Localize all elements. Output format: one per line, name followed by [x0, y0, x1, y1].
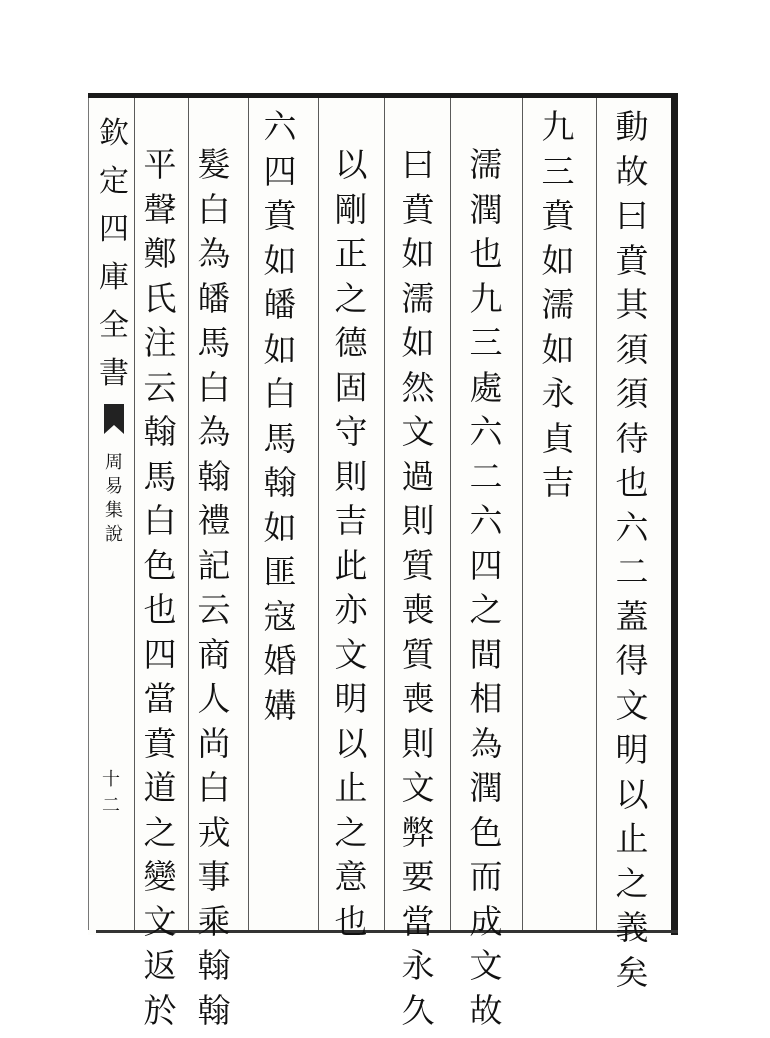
- glyph: 賁: [144, 727, 185, 772]
- glyph: 故: [470, 994, 511, 1038]
- glyph: 禮: [198, 504, 239, 549]
- glyph: 濡: [470, 148, 511, 193]
- glyph: 返: [144, 949, 185, 994]
- glyph: 明: [616, 733, 657, 778]
- glyph: 為: [198, 415, 239, 460]
- glyph: 四: [99, 204, 129, 252]
- glyph: 二: [470, 460, 511, 505]
- glyph: 九: [470, 282, 511, 327]
- glyph: 媾: [264, 689, 305, 734]
- glyph: 寇: [264, 600, 305, 645]
- glyph: 云: [144, 371, 185, 416]
- glyph: 書: [99, 348, 129, 396]
- glyph: 而: [470, 860, 511, 905]
- glyph: 六: [470, 504, 511, 549]
- glyph: 白: [144, 504, 185, 549]
- glyph: 須: [616, 333, 657, 378]
- glyph: 永: [542, 377, 583, 422]
- glyph: 易: [105, 472, 123, 496]
- glyph: 六: [264, 110, 305, 155]
- glyph: 賁: [616, 244, 657, 289]
- glyph: 止: [335, 771, 376, 816]
- glyph: 久: [402, 994, 443, 1038]
- glyph: 則: [335, 460, 376, 505]
- glyph: 商: [198, 638, 239, 683]
- glyph: 得: [616, 644, 657, 689]
- glyph: 集: [105, 496, 123, 520]
- glyph: 皤: [264, 288, 305, 333]
- glyph: 定: [99, 156, 129, 204]
- glyph: 記: [198, 549, 239, 594]
- margin-border: [88, 98, 89, 930]
- glyph: 平: [144, 148, 185, 193]
- glyph: 文: [335, 638, 376, 683]
- glyph: 翰: [144, 415, 185, 460]
- glyph: 事: [198, 860, 239, 905]
- glyph: 全: [99, 300, 129, 348]
- glyph: 云: [198, 593, 239, 638]
- glyph: 三: [470, 326, 511, 371]
- glyph: 則: [402, 727, 443, 772]
- glyph: 六: [616, 511, 657, 556]
- glyph: 髮: [198, 148, 239, 193]
- glyph: 賁: [402, 193, 443, 238]
- frame-right-border: [671, 93, 678, 935]
- glyph: 潤: [470, 193, 511, 238]
- column-rule: [248, 98, 249, 930]
- glyph: 濡: [542, 288, 583, 333]
- glyph: 尚: [198, 727, 239, 772]
- glyph: 動: [616, 110, 657, 155]
- column-rule: [522, 98, 523, 930]
- glyph: 如: [402, 237, 443, 282]
- glyph: 文: [402, 771, 443, 816]
- book-name: [105, 448, 123, 544]
- glyph: 四: [470, 549, 511, 594]
- glyph: 如: [264, 244, 305, 289]
- glyph: 也: [470, 237, 511, 282]
- glyph: 六: [470, 415, 511, 460]
- glyph: 喪: [402, 682, 443, 727]
- glyph: 白: [198, 771, 239, 816]
- glyph: 白: [264, 377, 305, 422]
- glyph: 濡: [402, 282, 443, 327]
- glyph: 以: [616, 778, 657, 823]
- glyph: 潤: [470, 771, 511, 816]
- glyph: 明: [335, 682, 376, 727]
- glyph: 之: [144, 816, 185, 861]
- glyph: 馬: [198, 326, 239, 371]
- glyph: 曰: [402, 148, 443, 193]
- glyph: 庫: [99, 252, 129, 300]
- column-rule: [450, 98, 451, 930]
- column-rule: [188, 98, 189, 930]
- column-rule: [384, 98, 385, 930]
- glyph: 貞: [542, 422, 583, 467]
- glyph: 三: [542, 155, 583, 200]
- glyph: 二: [616, 555, 657, 600]
- glyph: 如: [264, 333, 305, 378]
- glyph: 蓋: [616, 600, 657, 645]
- glyph: 氏: [144, 282, 185, 327]
- text-column: [142, 148, 186, 1038]
- text-column: [540, 110, 584, 511]
- fish-tail-mark: [104, 404, 124, 434]
- glyph: 馬: [144, 460, 185, 505]
- glyph: 白: [198, 193, 239, 238]
- glyph: 待: [616, 422, 657, 467]
- glyph: 文: [144, 905, 185, 950]
- text-column: [468, 148, 512, 1038]
- glyph: 喪: [402, 593, 443, 638]
- glyph: 故: [616, 155, 657, 200]
- glyph: 意: [335, 860, 376, 905]
- glyph: 聲: [144, 193, 185, 238]
- glyph: 皤: [198, 282, 239, 327]
- text-column: [196, 148, 240, 1038]
- glyph: 守: [335, 415, 376, 460]
- glyph: 成: [470, 905, 511, 950]
- glyph: 過: [402, 460, 443, 505]
- glyph: 四: [144, 638, 185, 683]
- glyph: 義: [616, 911, 657, 956]
- glyph: 如: [264, 511, 305, 556]
- glyph: 色: [144, 549, 185, 594]
- glyph: 然: [402, 371, 443, 416]
- glyph: 色: [470, 816, 511, 861]
- glyph: 九: [542, 110, 583, 155]
- glyph: 如: [542, 333, 583, 378]
- glyph: 為: [198, 237, 239, 282]
- glyph: 翰: [198, 949, 239, 994]
- glyph: 弊: [402, 816, 443, 861]
- glyph: 德: [335, 326, 376, 371]
- glyph: 矣: [616, 956, 657, 1001]
- text-column: [333, 148, 377, 949]
- glyph: 賁: [264, 199, 305, 244]
- glyph: 吉: [542, 466, 583, 511]
- glyph: 處: [470, 371, 511, 416]
- column-rule: [134, 98, 135, 930]
- glyph: 亦: [335, 593, 376, 638]
- glyph: 以: [335, 148, 376, 193]
- glyph: 吉: [335, 504, 376, 549]
- glyph: 也: [335, 905, 376, 950]
- glyph: 文: [402, 415, 443, 460]
- text-column: [262, 110, 306, 733]
- glyph: 當: [144, 682, 185, 727]
- glyph: 賁: [542, 199, 583, 244]
- collection-title: [99, 108, 129, 396]
- glyph: 之: [335, 816, 376, 861]
- glyph: 翰: [264, 466, 305, 511]
- glyph: 於: [144, 994, 185, 1038]
- glyph: 如: [402, 326, 443, 371]
- glyph: 須: [616, 377, 657, 422]
- glyph: 剛: [335, 193, 376, 238]
- glyph: 四: [264, 155, 305, 200]
- page-number: 十二: [96, 765, 126, 817]
- glyph: 正: [335, 237, 376, 282]
- glyph: 道: [144, 771, 185, 816]
- glyph: 止: [616, 822, 657, 867]
- glyph: 質: [402, 549, 443, 594]
- glyph: 相: [470, 682, 511, 727]
- glyph: 其: [616, 288, 657, 333]
- glyph: 周: [105, 448, 123, 472]
- glyph: 白: [198, 371, 239, 416]
- glyph: 戎: [198, 816, 239, 861]
- glyph: 翰: [198, 460, 239, 505]
- glyph: 之: [335, 282, 376, 327]
- glyph: 為: [470, 727, 511, 772]
- glyph: 間: [470, 638, 511, 683]
- glyph: 鄭: [144, 237, 185, 282]
- glyph: 馬: [264, 422, 305, 467]
- glyph: 人: [198, 682, 239, 727]
- glyph: 曰: [616, 199, 657, 244]
- glyph: 也: [616, 466, 657, 511]
- glyph: 匪: [264, 555, 305, 600]
- column-rule: [596, 98, 597, 930]
- glyph: 永: [402, 949, 443, 994]
- glyph: 如: [542, 244, 583, 289]
- glyph: 注: [144, 326, 185, 371]
- glyph: 婚: [264, 644, 305, 689]
- column-rule: [318, 98, 319, 930]
- frame-top-border: [88, 93, 678, 98]
- glyph: 要: [402, 860, 443, 905]
- glyph: 此: [335, 549, 376, 594]
- glyph: 說: [105, 520, 123, 544]
- glyph: 之: [470, 593, 511, 638]
- glyph: 欽: [99, 108, 129, 156]
- glyph: 質: [402, 638, 443, 683]
- glyph: 乘: [198, 905, 239, 950]
- glyph: 之: [616, 867, 657, 912]
- glyph: 則: [402, 504, 443, 549]
- page-margin: [94, 108, 134, 544]
- glyph: 文: [470, 949, 511, 994]
- text-column: [400, 148, 444, 1038]
- glyph: 也: [144, 593, 185, 638]
- text-column: [614, 110, 658, 1000]
- glyph: 固: [335, 371, 376, 416]
- glyph: 文: [616, 689, 657, 734]
- glyph: 翰: [198, 994, 239, 1038]
- glyph: 以: [335, 727, 376, 772]
- glyph: 變: [144, 860, 185, 905]
- glyph: 當: [402, 905, 443, 950]
